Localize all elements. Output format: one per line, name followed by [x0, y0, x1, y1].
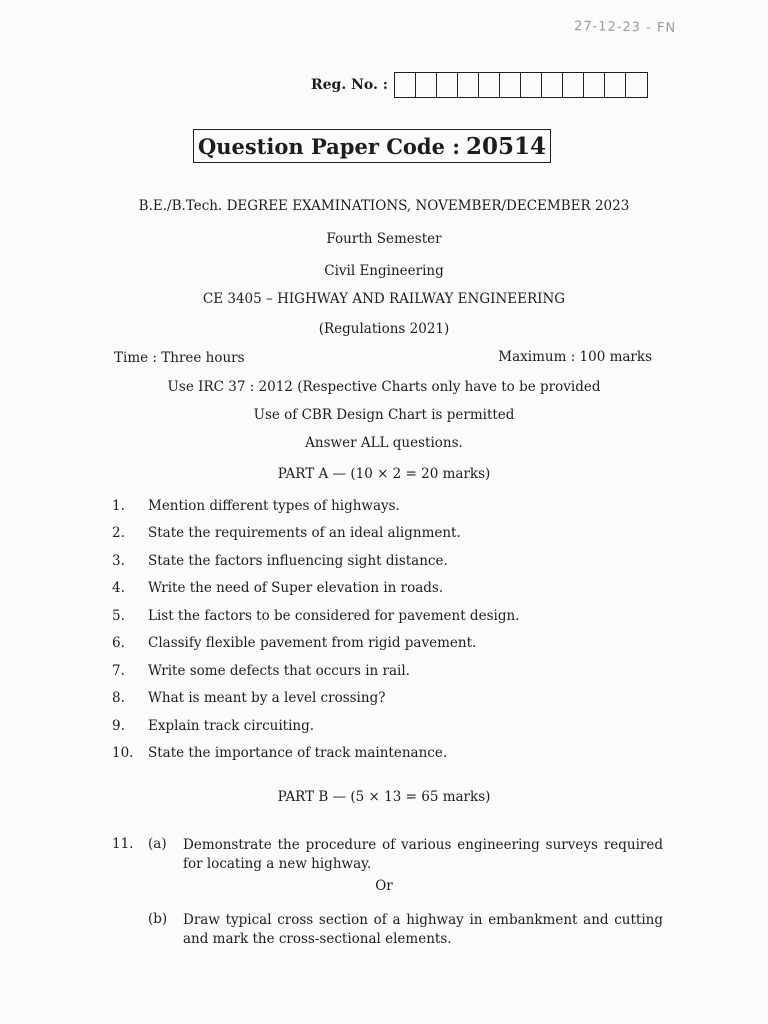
reg-no-box	[584, 73, 605, 97]
question-text: State the factors influencing sight distance.	[148, 553, 448, 569]
question-paper-code-box	[193, 129, 551, 163]
instruction-cbr: Use of CBR Design Chart is permitted	[253, 407, 515, 423]
instruction-irc: Use IRC 37 : 2012 (Respective Charts only have to be provided	[167, 379, 601, 395]
question-text: Write the need of Super elevation in roads.	[148, 580, 444, 596]
paper-code-value: 20514	[466, 132, 547, 160]
regulations: (Regulations 2021)	[318, 321, 450, 337]
course-title: CE 3405 – HIGHWAY AND RAILWAY ENGINEERING	[202, 291, 566, 307]
exam-title: B.E./B.Tech. DEGREE EXAMINATIONS, NOVEMBER/DECEMBER 2023	[138, 198, 630, 214]
question-text: List the factors to be considered for pavement design.	[148, 608, 520, 624]
reg-no-field	[311, 72, 648, 98]
paper-code-label: Question Paper Code :	[197, 133, 461, 159]
semester: Fourth Semester	[326, 231, 442, 247]
question-number: 9.	[112, 718, 125, 734]
question-number: 8.	[112, 690, 125, 706]
option-label-b: (b)	[148, 911, 168, 927]
reg-no-box	[542, 73, 563, 97]
question-number: 7.	[112, 663, 125, 679]
list-item	[112, 498, 400, 514]
list-item	[112, 580, 443, 596]
reg-no-box	[437, 73, 458, 97]
instruction-answer-all: Answer ALL questions.	[305, 435, 463, 451]
question-number: 5.	[112, 608, 125, 624]
list-item	[112, 608, 519, 624]
reg-no-box	[479, 73, 500, 97]
question-number: 4.	[112, 580, 125, 596]
reg-no-box	[500, 73, 521, 97]
department: Civil Engineering	[324, 263, 444, 279]
question-text: Explain track circuiting.	[148, 718, 315, 734]
list-item	[112, 745, 447, 761]
reg-no-box	[395, 73, 416, 97]
list-item	[112, 663, 410, 679]
question-text: What is meant by a level crossing?	[148, 690, 386, 706]
question-number: 11.	[112, 836, 134, 852]
question-text: Write some defects that occurs in rail.	[148, 663, 410, 679]
reg-no-box	[458, 73, 479, 97]
reg-no-label: Reg. No. :	[311, 77, 388, 93]
list-item	[112, 553, 448, 569]
question-text: State the importance of track maintenance.	[148, 745, 448, 761]
handwritten-date-note: 27-12-23 - FN	[573, 19, 677, 36]
reg-no-box	[605, 73, 626, 97]
option-label-a: (a)	[148, 836, 167, 852]
part-a-title: PART A — (10 × 2 = 20 marks)	[277, 466, 491, 482]
question-number: 10.	[112, 745, 134, 761]
reg-no-box	[626, 73, 647, 97]
question-text: State the requirements of an ideal alignment.	[148, 525, 461, 541]
list-item	[112, 718, 314, 734]
or-separator: Or	[375, 878, 393, 894]
question-number: 2.	[112, 525, 125, 541]
list-item	[112, 690, 385, 706]
maximum-marks: Maximum : 100 marks	[498, 349, 652, 365]
part-b-title: PART B — (5 × 13 = 65 marks)	[277, 789, 491, 805]
list-item	[112, 635, 476, 651]
list-item	[112, 525, 461, 541]
time-allowed: Time : Three hours	[114, 350, 245, 366]
reg-no-box	[416, 73, 437, 97]
reg-no-box	[563, 73, 584, 97]
question-text: Draw typical cross section of a highway in embankment and cutting and mark the cross-sectional elements.	[183, 912, 663, 947]
question-number: 1.	[112, 498, 125, 514]
question-number: 3.	[112, 553, 125, 569]
question-text: Demonstrate the procedure of various engineering surveys required for locating a new highway.	[183, 837, 663, 872]
question-text: Mention different types of highways.	[148, 498, 400, 514]
reg-no-boxes	[394, 72, 648, 98]
question-number: 6.	[112, 635, 125, 651]
reg-no-box	[521, 73, 542, 97]
question-text: Classify flexible pavement from rigid pavement.	[148, 635, 477, 651]
